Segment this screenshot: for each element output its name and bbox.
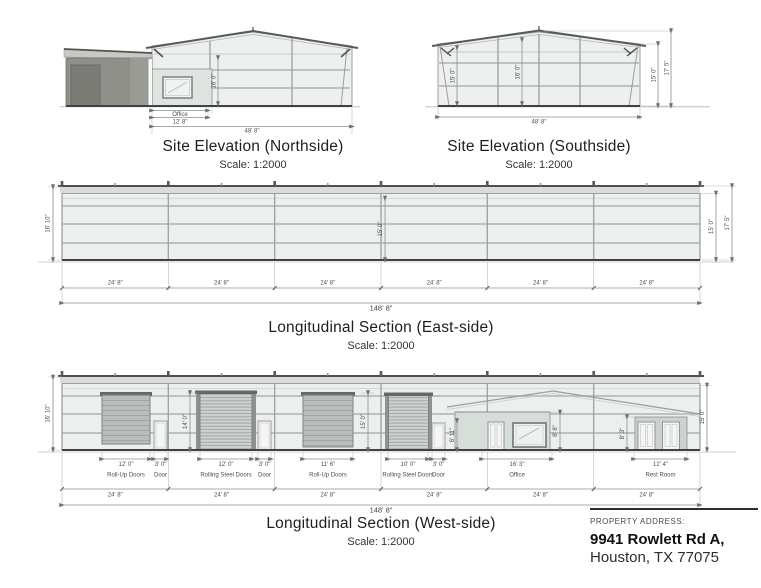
dim-west-left-height: 16' 10" (45, 404, 52, 423)
opening-width: 3' 0" (154, 462, 167, 468)
opening-width: 10' 0" (400, 462, 416, 468)
dim-east-bay: 24' 8" (639, 280, 655, 287)
dim-west-bay: 24' 8" (426, 492, 442, 499)
dim-east-left-height: 16' 10" (45, 214, 52, 233)
rollup-door-2 (303, 395, 353, 447)
dim-west-bay: 24' 8" (533, 492, 548, 499)
dim-office-width: 12' 8" (172, 119, 188, 126)
opening-label: Office (509, 472, 525, 479)
dim-restroom-height: 8' 3" (620, 427, 626, 440)
opening-label: Door (257, 472, 272, 479)
opening-width: 12' 0" (218, 462, 234, 468)
rollup-door-1 (102, 395, 150, 444)
property-address-line2: Houston, TX 77075 (590, 549, 719, 566)
neighbor-building (64, 49, 152, 106)
neighbor-door (71, 65, 100, 106)
dim-east-eave-height: 15' 0" (709, 219, 715, 234)
north-office (152, 69, 212, 106)
dim-north-interior-height: 16' 0" (211, 73, 218, 89)
dim-east-bay: 24' 8" (214, 280, 229, 287)
south-title: Site Elevation (Southside) (447, 138, 631, 155)
east-section-drawing (30, 176, 755, 316)
east-building (58, 181, 704, 260)
property-address-label: PROPERTY ADDRESS: (590, 517, 685, 526)
dim-west-bay: 24' 8" (320, 492, 336, 499)
dim-south-interior-center: 16' 0" (515, 64, 522, 80)
north-elevation-drawing (60, 18, 365, 140)
rolling-steel-door-2 (389, 395, 429, 450)
west-scale: Scale: 1:2000 (347, 536, 415, 548)
opening-label: Door (431, 472, 446, 479)
property-address-line1: 9941 Rowlett Rd A, (590, 531, 725, 548)
east-title: Longitudinal Section (East-side) (268, 319, 494, 336)
dim-south-interior-left: 15' 0" (450, 68, 457, 84)
dim-rolling-door-height: 14' 0" (183, 414, 189, 429)
dim-east-bay: 24' 8" (320, 280, 336, 287)
east-title-block (101, 319, 661, 352)
office-label: Office (172, 111, 188, 118)
north-scale: Scale: 1:2000 (219, 159, 287, 171)
opening-label: Rolling Steel Doors (200, 472, 252, 479)
rolling-steel-door-1 (200, 393, 252, 450)
south-title-block (409, 138, 669, 171)
dim-entry-door-height: 6' 11" (450, 427, 456, 443)
south-scale: Scale: 1:2000 (505, 159, 573, 171)
office-window (513, 423, 546, 447)
dim-south-eave-height: 15' 0" (651, 67, 658, 83)
west-title-block (101, 515, 661, 548)
north-title-block (123, 138, 383, 171)
dim-south-ridge-height: 17' 5" (664, 60, 671, 76)
west-section-drawing (30, 366, 755, 516)
east-scale: Scale: 1:2000 (347, 340, 415, 352)
opening-label: Roll-Up Doors (309, 472, 347, 479)
south-elevation-drawing (425, 18, 715, 140)
dim-west-total: 148' 8" (369, 505, 393, 515)
opening-width: 12' 0" (118, 462, 134, 468)
opening-width: 3' 0" (432, 462, 445, 468)
dim-office-height: 8' 8" (553, 425, 559, 437)
south-building (432, 26, 646, 106)
dim-west-right-height: 15' 0" (700, 409, 706, 425)
dim-east-bay: 24' 8" (107, 280, 123, 287)
opening-width: 11' 6" (320, 462, 336, 468)
west-title: Longitudinal Section (West-side) (266, 515, 496, 532)
dim-east-ridge-height: 17' 5" (725, 215, 731, 231)
property-address-block (590, 508, 758, 566)
opening-label: Roll-Up Doors (107, 472, 145, 479)
opening-width: 3' 0" (258, 462, 271, 468)
north-title: Site Elevation (Northside) (162, 138, 344, 155)
dim-north-total-width: 48' 8" (244, 128, 260, 135)
opening-width: 12' 4" (653, 462, 668, 468)
opening-label: Rest Room (645, 472, 676, 479)
dim-east-center-height: 15' 0" (378, 221, 384, 237)
dim-south-total-width: 48' 8" (531, 119, 547, 126)
opening-label: Rolling Steel Doors (382, 472, 434, 479)
dim-east-bay: 24' 8" (426, 280, 442, 287)
dim-east-total: 148' 8" (369, 303, 393, 313)
dim-west-bay: 24' 8" (107, 492, 123, 499)
dim-west-interior-height: 15' 0" (361, 414, 367, 429)
opening-width: 16' 3" (509, 462, 525, 468)
dim-west-bay: 24' 8" (639, 492, 655, 499)
opening-label: Door (153, 472, 168, 479)
dim-east-bay: 24' 8" (533, 280, 548, 287)
dim-west-bay: 24' 8" (214, 492, 229, 499)
